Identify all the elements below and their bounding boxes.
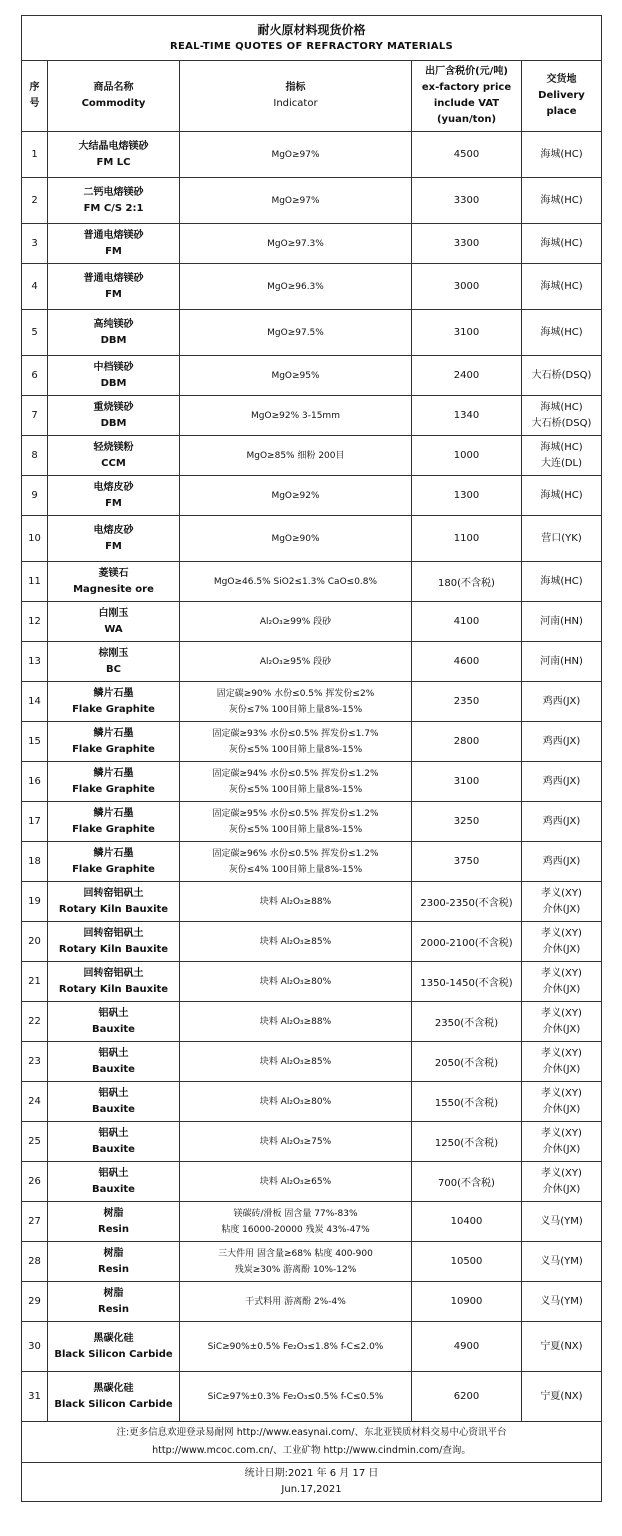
row-number: 15 bbox=[22, 722, 48, 762]
commodity-name: 铝矾土 Bauxite bbox=[48, 1002, 180, 1042]
header-indicator: 指标 Indicator bbox=[180, 61, 412, 132]
price: 1550(不含税) bbox=[412, 1082, 522, 1122]
table-row bbox=[22, 722, 602, 762]
table-row bbox=[22, 922, 602, 962]
row-number: 31 bbox=[22, 1372, 48, 1422]
delivery-place: 义马(YM) bbox=[522, 1202, 602, 1242]
indicator: SiC≥97%±0.3% Fe₂O₃≤0.5% f-C≤0.5% bbox=[180, 1372, 412, 1422]
indicator: MgO≥92% bbox=[180, 476, 412, 516]
price: 2350(不含税) bbox=[412, 1002, 522, 1042]
delivery-place: 孝义(XY) 介休(JX) bbox=[522, 1122, 602, 1162]
price: 3250 bbox=[412, 802, 522, 842]
table-row bbox=[22, 962, 602, 1002]
stat-date-en: Jun.17,2021 bbox=[281, 1484, 342, 1495]
title-zh: 耐火原材料现货价格 bbox=[257, 23, 366, 37]
price: 2350 bbox=[412, 682, 522, 722]
commodity-name: 鳞片石墨 Flake Graphite bbox=[48, 842, 180, 882]
table-row bbox=[22, 1242, 602, 1282]
table-row bbox=[22, 682, 602, 722]
indicator: 三大件用 固含量≥68% 粘度 400-900 残炭≥30% 游离酚 10%-12% bbox=[180, 1242, 412, 1282]
footnote bbox=[22, 1422, 602, 1463]
price: 3000 bbox=[412, 264, 522, 310]
price: 4100 bbox=[412, 602, 522, 642]
indicator: 块料 Al₂O₃≥80% bbox=[180, 962, 412, 1002]
delivery-place: 宁夏(NX) bbox=[522, 1322, 602, 1372]
price: 1350-1450(不含税) bbox=[412, 962, 522, 1002]
price: 1000 bbox=[412, 436, 522, 476]
table-row bbox=[22, 642, 602, 682]
table-row bbox=[22, 562, 602, 602]
header-commodity: 商品名称 Commodity bbox=[48, 61, 180, 132]
table-row bbox=[22, 882, 602, 922]
row-number: 23 bbox=[22, 1042, 48, 1082]
price: 3300 bbox=[412, 178, 522, 224]
indicator: 固定碳≥93% 水份≤0.5% 挥发份≤1.7% 灰份≤5% 100目筛上量8%-15% bbox=[180, 722, 412, 762]
delivery-place: 海城(HC) bbox=[522, 178, 602, 224]
price: 3750 bbox=[412, 842, 522, 882]
row-number: 2 bbox=[22, 178, 48, 224]
delivery-place: 鸡西(JX) bbox=[522, 842, 602, 882]
table-row bbox=[22, 1042, 602, 1082]
price: 4900 bbox=[412, 1322, 522, 1372]
table-row bbox=[22, 264, 602, 310]
row-number: 11 bbox=[22, 562, 48, 602]
delivery-place: 孝义(XY) 介休(JX) bbox=[522, 1002, 602, 1042]
table-row bbox=[22, 1082, 602, 1122]
delivery-place: 宁夏(NX) bbox=[522, 1372, 602, 1422]
table-row bbox=[22, 1122, 602, 1162]
delivery-place: 海城(HC) bbox=[522, 264, 602, 310]
footnote-line-2: http://www.mcoc.com.cn/、工业矿物 http://www.cindmin.com/查询。 bbox=[152, 1445, 471, 1456]
commodity-name: 黑碳化硅 Black Silicon Carbide bbox=[48, 1372, 180, 1422]
commodity-name: 普通电熔镁砂 FM bbox=[48, 264, 180, 310]
price: 1100 bbox=[412, 516, 522, 562]
stat-date-zh: 统计日期:2021 年 6 月 17 日 bbox=[244, 1468, 379, 1479]
row-number: 26 bbox=[22, 1162, 48, 1202]
row-number: 21 bbox=[22, 962, 48, 1002]
delivery-place: 孝义(XY) 介休(JX) bbox=[522, 1162, 602, 1202]
indicator: 块料 Al₂O₃≥65% bbox=[180, 1162, 412, 1202]
delivery-place: 营口(YK) bbox=[522, 516, 602, 562]
commodity-name: 回转窑铝矾土 Rotary Kiln Bauxite bbox=[48, 962, 180, 1002]
table-row bbox=[22, 132, 602, 178]
row-number: 6 bbox=[22, 356, 48, 396]
commodity-name: 回转窑铝矾土 Rotary Kiln Bauxite bbox=[48, 922, 180, 962]
commodity-name: 白刚玉 WA bbox=[48, 602, 180, 642]
table-row bbox=[22, 1372, 602, 1422]
delivery-place: 鸡西(JX) bbox=[522, 762, 602, 802]
indicator: MgO≥97% bbox=[180, 178, 412, 224]
commodity-name: 树脂 Resin bbox=[48, 1202, 180, 1242]
commodity-name: 电熔皮砂 FM bbox=[48, 516, 180, 562]
price: 3100 bbox=[412, 310, 522, 356]
indicator: MgO≥97.5% bbox=[180, 310, 412, 356]
row-number: 30 bbox=[22, 1322, 48, 1372]
commodity-name: 轻烧镁粉 CCM bbox=[48, 436, 180, 476]
indicator: Al₂O₃≥95% 段砂 bbox=[180, 642, 412, 682]
commodity-name: 大结晶电熔镁砂 FM LC bbox=[48, 132, 180, 178]
price: 6200 bbox=[412, 1372, 522, 1422]
commodity-name: 树脂 Resin bbox=[48, 1242, 180, 1282]
header-row bbox=[22, 61, 602, 132]
indicator: MgO≥46.5% SiO2≤1.3% CaO≤0.8% bbox=[180, 562, 412, 602]
price: 180(不含税) bbox=[412, 562, 522, 602]
price: 1300 bbox=[412, 476, 522, 516]
price: 10500 bbox=[412, 1242, 522, 1282]
price: 10900 bbox=[412, 1282, 522, 1322]
table-row bbox=[22, 602, 602, 642]
delivery-place: 孝义(XY) 介休(JX) bbox=[522, 882, 602, 922]
row-number: 14 bbox=[22, 682, 48, 722]
row-number: 20 bbox=[22, 922, 48, 962]
table-row bbox=[22, 516, 602, 562]
delivery-place: 海城(HC) bbox=[522, 310, 602, 356]
commodity-name: 鳞片石墨 Flake Graphite bbox=[48, 802, 180, 842]
row-number: 5 bbox=[22, 310, 48, 356]
commodity-name: 铝矾土 Bauxite bbox=[48, 1122, 180, 1162]
commodity-name: 普通电熔镁砂 FM bbox=[48, 224, 180, 264]
table-row bbox=[22, 762, 602, 802]
table-row bbox=[22, 1162, 602, 1202]
price: 1340 bbox=[412, 396, 522, 436]
delivery-place: 大石桥(DSQ) bbox=[522, 356, 602, 396]
indicator: 块料 Al₂O₃≥80% bbox=[180, 1082, 412, 1122]
price: 2300-2350(不含税) bbox=[412, 882, 522, 922]
table-row bbox=[22, 396, 602, 436]
delivery-place: 海城(HC) bbox=[522, 224, 602, 264]
delivery-place: 鸡西(JX) bbox=[522, 682, 602, 722]
delivery-place: 鸡西(JX) bbox=[522, 722, 602, 762]
price: 3100 bbox=[412, 762, 522, 802]
delivery-place: 孝义(XY) 介休(JX) bbox=[522, 962, 602, 1002]
row-number: 12 bbox=[22, 602, 48, 642]
commodity-name: 鳞片石墨 Flake Graphite bbox=[48, 682, 180, 722]
indicator: 固定碳≥90% 水份≤0.5% 挥发份≤2% 灰份≤7% 100目筛上量8%-15% bbox=[180, 682, 412, 722]
indicator: 固定碳≥95% 水份≤0.5% 挥发份≤1.2% 灰份≤5% 100目筛上量8%-15% bbox=[180, 802, 412, 842]
commodity-name: 菱镁石 Magnesite ore bbox=[48, 562, 180, 602]
indicator: 镁碳砖/滑板 固含量 77%-83% 粘度 16000-20000 残炭 43%-47% bbox=[180, 1202, 412, 1242]
row-number: 29 bbox=[22, 1282, 48, 1322]
price: 1250(不含税) bbox=[412, 1122, 522, 1162]
delivery-place: 义马(YM) bbox=[522, 1242, 602, 1282]
row-number: 28 bbox=[22, 1242, 48, 1282]
price: 2050(不含税) bbox=[412, 1042, 522, 1082]
commodity-name: 二钙电熔镁砂 FM C/S 2:1 bbox=[48, 178, 180, 224]
indicator: 干式料用 游离酚 2%-4% bbox=[180, 1282, 412, 1322]
table-row bbox=[22, 224, 602, 264]
indicator: MgO≥95% bbox=[180, 356, 412, 396]
delivery-place: 鸡西(JX) bbox=[522, 802, 602, 842]
row-number: 16 bbox=[22, 762, 48, 802]
indicator: MgO≥85% 细粉 200目 bbox=[180, 436, 412, 476]
delivery-place: 孝义(XY) 介休(JX) bbox=[522, 922, 602, 962]
table-row bbox=[22, 802, 602, 842]
row-number: 19 bbox=[22, 882, 48, 922]
indicator: MgO≥97.3% bbox=[180, 224, 412, 264]
commodity-name: 树脂 Resin bbox=[48, 1282, 180, 1322]
header-price: 出厂含税价(元/吨) ex-factory price include VAT (yuan/ton) bbox=[412, 61, 522, 132]
delivery-place: 河南(HN) bbox=[522, 602, 602, 642]
delivery-place: 孝义(XY) 介休(JX) bbox=[522, 1082, 602, 1122]
commodity-name: 高纯镁砂 DBM bbox=[48, 310, 180, 356]
delivery-place: 义马(YM) bbox=[522, 1282, 602, 1322]
indicator: 块料 Al₂O₃≥85% bbox=[180, 1042, 412, 1082]
commodity-name: 鳞片石墨 Flake Graphite bbox=[48, 722, 180, 762]
row-number: 1 bbox=[22, 132, 48, 178]
header-delivery: 交货地 Delivery place bbox=[522, 61, 602, 132]
table-row bbox=[22, 476, 602, 516]
delivery-place: 海城(HC) bbox=[522, 476, 602, 516]
row-number: 9 bbox=[22, 476, 48, 516]
row-number: 27 bbox=[22, 1202, 48, 1242]
delivery-place: 海城(HC) 大石桥(DSQ) bbox=[522, 396, 602, 436]
indicator: Al₂O₃≥99% 段砂 bbox=[180, 602, 412, 642]
table-row bbox=[22, 1322, 602, 1372]
table-title bbox=[22, 16, 602, 61]
row-number: 25 bbox=[22, 1122, 48, 1162]
delivery-place: 海城(HC) bbox=[522, 132, 602, 178]
price: 10400 bbox=[412, 1202, 522, 1242]
commodity-name: 重烧镁砂 DBM bbox=[48, 396, 180, 436]
commodity-name: 黑碳化硅 Black Silicon Carbide bbox=[48, 1322, 180, 1372]
price: 2800 bbox=[412, 722, 522, 762]
price: 700(不含税) bbox=[412, 1162, 522, 1202]
indicator: 块料 Al₂O₃≥88% bbox=[180, 882, 412, 922]
commodity-name: 电熔皮砂 FM bbox=[48, 476, 180, 516]
row-number: 4 bbox=[22, 264, 48, 310]
row-number: 10 bbox=[22, 516, 48, 562]
commodity-name: 中档镁砂 DBM bbox=[48, 356, 180, 396]
delivery-place: 河南(HN) bbox=[522, 642, 602, 682]
indicator: 块料 Al₂O₃≥75% bbox=[180, 1122, 412, 1162]
row-number: 13 bbox=[22, 642, 48, 682]
price: 3300 bbox=[412, 224, 522, 264]
table-row bbox=[22, 356, 602, 396]
row-number: 17 bbox=[22, 802, 48, 842]
delivery-place: 海城(HC) 大连(DL) bbox=[522, 436, 602, 476]
indicator: 固定碳≥96% 水份≤0.5% 挥发份≤1.2% 灰份≤4% 100目筛上量8%-15% bbox=[180, 842, 412, 882]
indicator: 固定碳≥94% 水份≤0.5% 挥发份≤1.2% 灰份≤5% 100目筛上量8%-15% bbox=[180, 762, 412, 802]
price: 2400 bbox=[412, 356, 522, 396]
commodity-name: 鳞片石墨 Flake Graphite bbox=[48, 762, 180, 802]
row-number: 3 bbox=[22, 224, 48, 264]
indicator: 块料 Al₂O₃≥85% bbox=[180, 922, 412, 962]
row-number: 8 bbox=[22, 436, 48, 476]
commodity-name: 铝矾土 Bauxite bbox=[48, 1162, 180, 1202]
price: 4600 bbox=[412, 642, 522, 682]
table-row bbox=[22, 1202, 602, 1242]
row-number: 24 bbox=[22, 1082, 48, 1122]
price: 4500 bbox=[412, 132, 522, 178]
stat-date bbox=[22, 1463, 602, 1502]
table-row bbox=[22, 310, 602, 356]
indicator: 块料 Al₂O₃≥88% bbox=[180, 1002, 412, 1042]
commodity-name: 铝矾土 Bauxite bbox=[48, 1082, 180, 1122]
commodity-name: 回转窑铝矾土 Rotary Kiln Bauxite bbox=[48, 882, 180, 922]
title-en: REAL-TIME QUOTES OF REFRACTORY MATERIALS bbox=[169, 41, 454, 52]
row-number: 18 bbox=[22, 842, 48, 882]
indicator: MgO≥96.3% bbox=[180, 264, 412, 310]
indicator: MgO≥92% 3-15mm bbox=[180, 396, 412, 436]
commodity-name: 棕刚玉 BC bbox=[48, 642, 180, 682]
row-number: 22 bbox=[22, 1002, 48, 1042]
indicator: MgO≥90% bbox=[180, 516, 412, 562]
price: 2000-2100(不含税) bbox=[412, 922, 522, 962]
indicator: MgO≥97% bbox=[180, 132, 412, 178]
refractory-price-table bbox=[21, 15, 602, 1502]
indicator: SiC≥90%±0.5% Fe₂O₃≤1.8% f-C≤2.0% bbox=[180, 1322, 412, 1372]
table-row bbox=[22, 842, 602, 882]
table-row bbox=[22, 1282, 602, 1322]
header-no: 序 号 bbox=[22, 61, 48, 132]
delivery-place: 孝义(XY) 介休(JX) bbox=[522, 1042, 602, 1082]
commodity-name: 铝矾土 Bauxite bbox=[48, 1042, 180, 1082]
footnote-line-1: 注:更多信息欢迎登录易耐网 http://www.easynai.com/、东北亚镁质材料交易中心资讯平台 bbox=[116, 1427, 507, 1438]
table-row bbox=[22, 178, 602, 224]
table-row bbox=[22, 1002, 602, 1042]
delivery-place: 海城(HC) bbox=[522, 562, 602, 602]
row-number: 7 bbox=[22, 396, 48, 436]
table-row bbox=[22, 436, 602, 476]
